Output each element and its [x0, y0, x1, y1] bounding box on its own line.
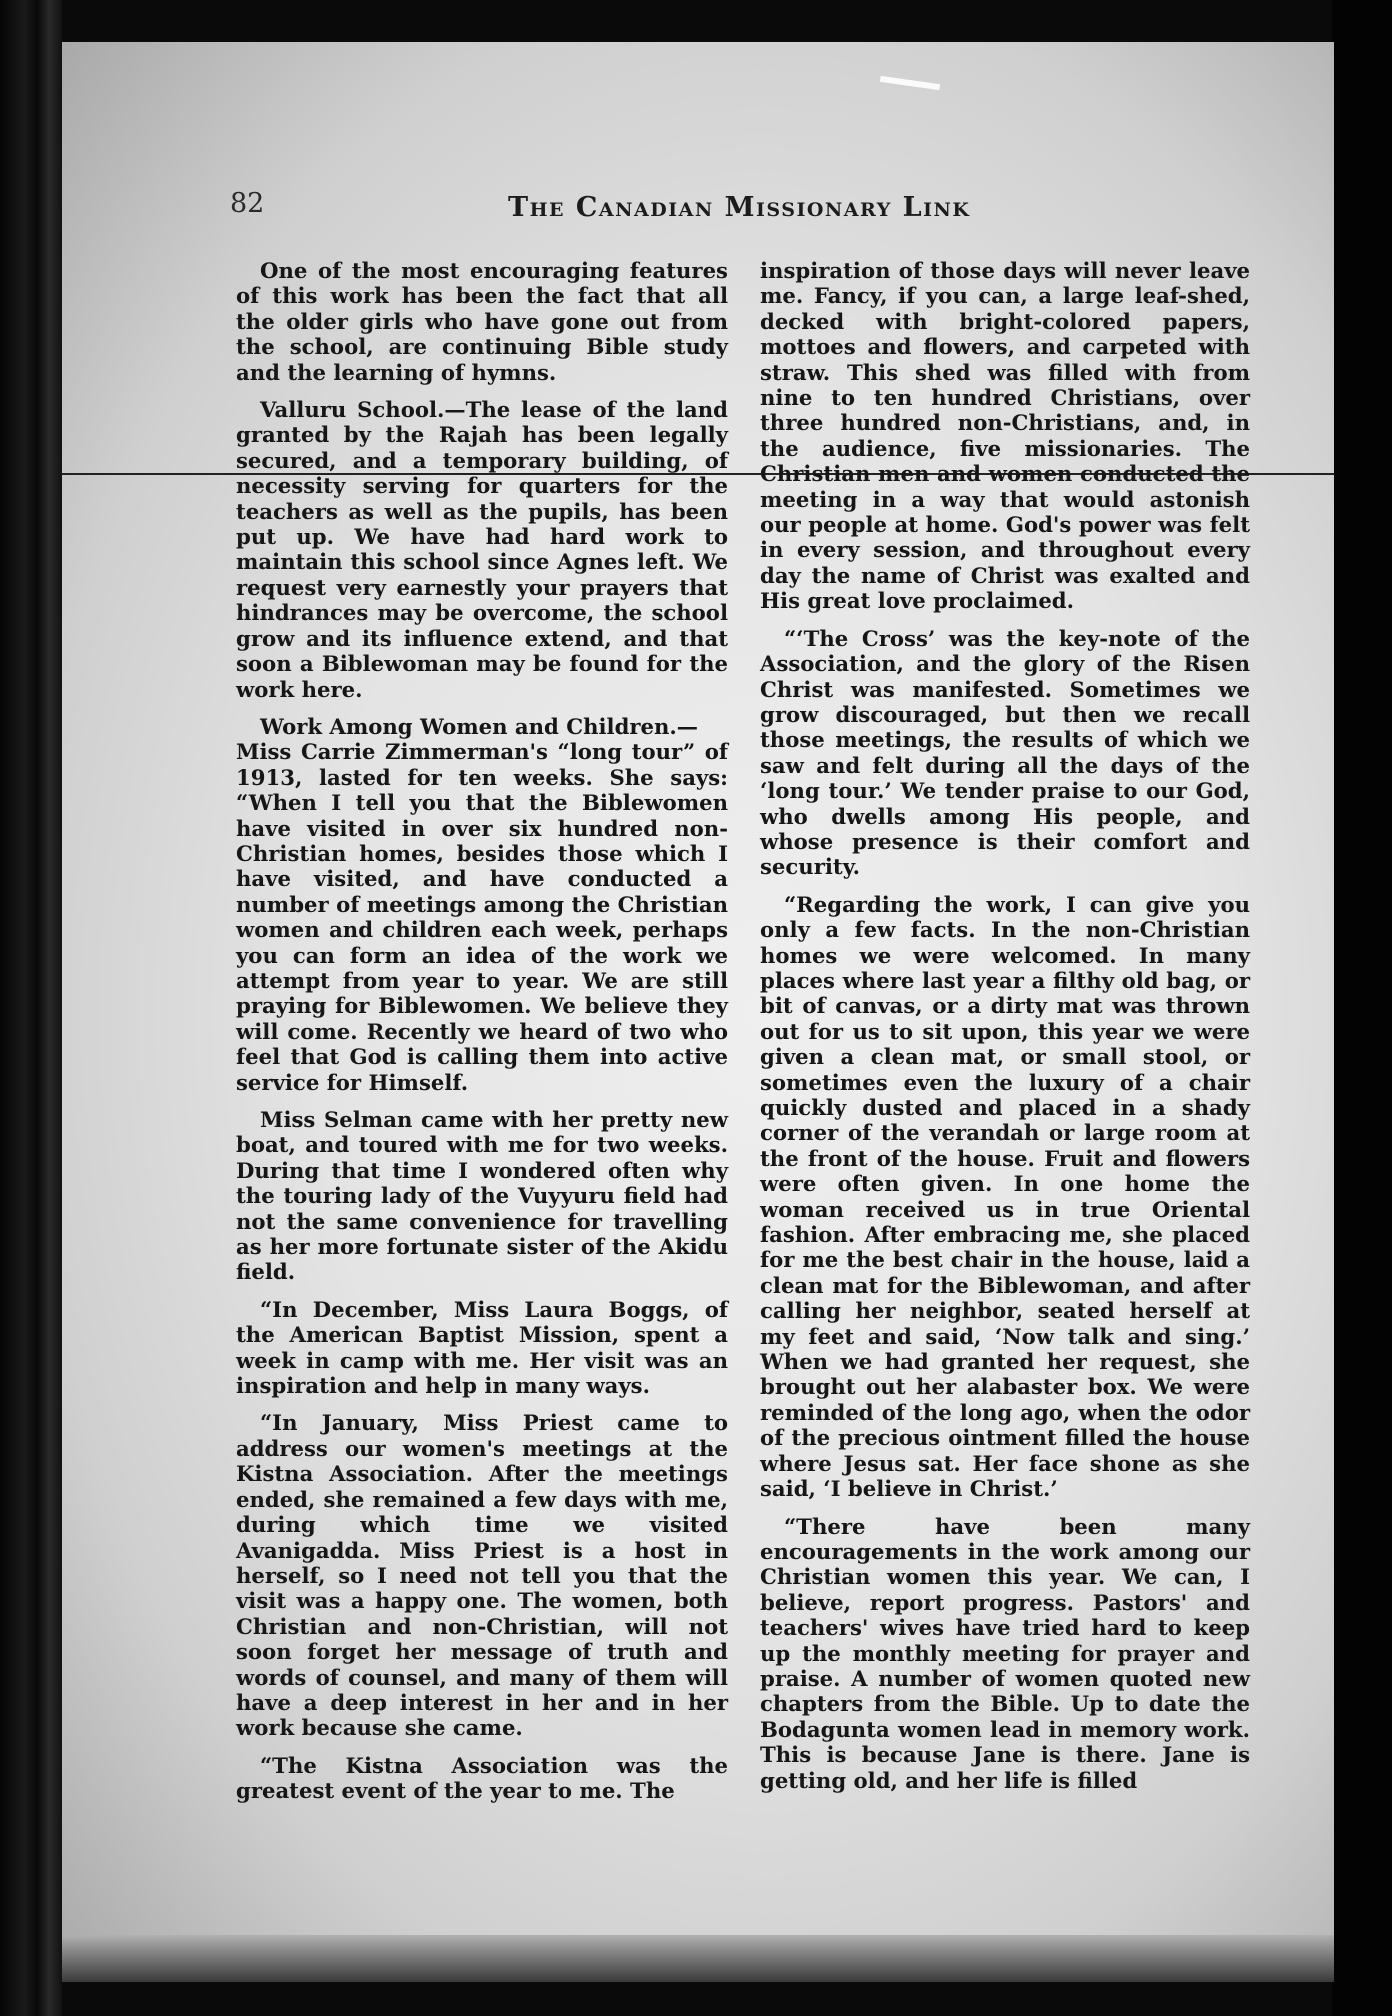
- paragraph: [236, 714, 728, 1095]
- film-border-left: [0, 0, 62, 2016]
- paragraph-text: “Regarding the work, I can give you only a few facts. In the non-Christian homes we were welcomed. In many places where last year a filthy old bag, or bit of canvas, or a dirty mat was thrown out for us to sit upon, this year we were given a clean mat, or small stool, or sometimes even the luxury of a chair quickly dusted and placed in a shady corner of the verandah or large room at the front of the house. Fruit and flowers were often given. In one home the woman received us in true Oriental fashion. After embracing me, she placed for me the best chair in the house, laid a clean mat for the Biblewoman, and after calling her neighbor, seated herself at my feet and said, ‘Now talk and sing.’ When we had granted her request, she brought out her alabaster box. We were reminded of the long ago, when the odor of the precious ointment filled the house where Jesus sat. Her face shone as she said, ‘I believe in Christ.’: [760, 891, 1250, 1502]
- paragraph: [760, 258, 1250, 614]
- paragraph: [236, 1297, 728, 1399]
- paragraph-text: inspiration of those days will never leave me. Fancy, if you can, a large leaf-shed, decked with bright-colored papers, mottoes and flowers, and carpeted with straw. This shed was filled with from nine to ten hundred Christians, over three hundred non-Christians, and, in the audience, five missionaries. The Christian men and women conducted the meeting in a way that would astonish our people at home. God's power was felt in every session, and throughout every day the name of Christ was exalted and His great love proclaimed.: [760, 258, 1250, 614]
- paragraph-text: “The Kistna Association was the greatest event of the year to me. The: [236, 1752, 728, 1804]
- paragraph-heading: Valluru School.: [260, 397, 445, 423]
- paragraph: [236, 397, 728, 702]
- paragraph-text: One of the most encouraging features of this work has been the fact that all the older girls who have gone out from the school, are continuing Bible study and the learning of hymns.: [236, 258, 728, 385]
- paragraph: [236, 258, 728, 385]
- paragraph-text: “There have been many encouragements in the work among our Christian women this year. We can, I believe, report progress. Pastors' and teachers' wives have tried hard to keep up the monthly meeting for prayer and praise. A number of women quoted new chapters from the Bible. Up to date the Bodagunta women lead in memory work. This is because Jane is there. Jane is getting old, and her life is filled: [760, 1513, 1250, 1793]
- paragraph-text: “In January, Miss Priest came to address our women's meetings at the Kistna Association. After the meetings ended, she remained a few days with me, during which time we visited Avanigadda. Miss Priest is a host in herself, so I need not tell you that the visit was a happy one. The women, both Christian and non-Christian, will not soon forget her message of truth and words of counsel, and many of them will have a deep interest in her and in her work because she came.: [236, 1410, 728, 1741]
- paragraph-heading: Work Among Women and Children.—: [260, 713, 698, 739]
- paragraph-text: “In December, Miss Laura Boggs, of the American Baptist Mission, spent a week in camp with me. Her visit was an inspiration and help in many ways.: [236, 1296, 728, 1399]
- paragraph: [760, 626, 1250, 880]
- page-bottom-shadow: [62, 1935, 1334, 1982]
- left-column: [236, 258, 728, 1816]
- paragraph: [236, 1410, 728, 1740]
- paragraph-text: Miss Carrie Zimmerman's “long tour” of 1913, lasted for ten weeks. She says: “When I tell you that the Biblewomen have visited in over six hundred non-Christian homes, besides those which I have visited, and have conducted a number of meetings among the Christian women and children each week, perhaps you can form an idea of the work we attempt from year to year. We are still praying for Biblewomen. We believe they will come. Recently we heard of two who feel that God is calling them into active service for Himself.: [236, 739, 728, 1095]
- page-number: 82: [230, 188, 265, 219]
- paragraph: [236, 1753, 728, 1804]
- page-header: [230, 188, 1250, 228]
- paragraph: [760, 892, 1250, 1502]
- paragraph-text: “‘The Cross’ was the key-note of the Association, and the glory of the Risen Christ was manifested. Sometimes we grow discouraged, but then we recall those meetings, the results of which we saw and felt during all the days of the ‘long tour.’ We tender praise to our God, who dwells among His people, and whose presence is their comfort and security.: [760, 625, 1250, 880]
- paragraph-text: Miss Selman came with her pretty new boat, and toured with me for two weeks. During that time I wondered often why the touring lady of the Vuyyuru field had not the same convenience for travelling as her more fortunate sister of the Akidu field.: [236, 1107, 728, 1285]
- film-border-right: [1332, 0, 1392, 2016]
- paragraph: [236, 1107, 728, 1285]
- running-title: The Canadian Missionary Link: [508, 192, 971, 223]
- paragraph: [760, 1514, 1250, 1793]
- paragraph-text: —The lease of the land granted by the Rajah has been legally secured, and a temporary building, of necessity serving for quarters for the teachers as well as the pupils, has been put up. We have had hard work to maintain this school since Agnes left. We request very earnestly your prayers that hindrances may be overcome, the school grow and its influence extend, and that soon a Biblewoman may be found for the work here.: [236, 397, 728, 702]
- right-column: [760, 258, 1250, 1805]
